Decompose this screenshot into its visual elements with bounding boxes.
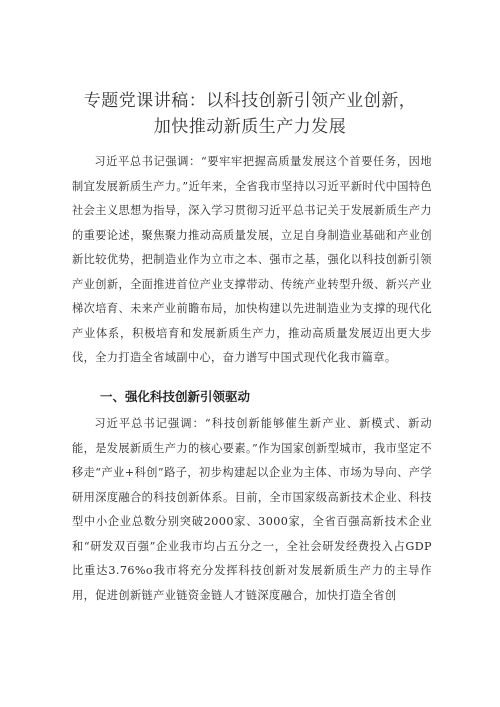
document-title-line-2: 加快推动新质生产力发展 [153,117,347,137]
intro-paragraph: 习近平总书记强调：“要牢牢把握高质量发展这个首要任务，因地制宜发展新质生产力。”近年来，全省我市坚持以习近平新时代中国特色社会主义思想为指导，深入学习贯彻习近平总书记关于发展新质生产力的重要论述，聚焦聚力推动高质量发展，立足自身制造业基础和产业创新比较优势，把制造业作为立市之本、强市之基，强化以科技创新引领产业创新，全面推进首位产业支撑带动、传统产业转型升级、新兴产业梯次培育、未来产业前瞻布局，加快构建以先进制造业为支撑的现代化产业体系，积极培育和发展新质生产力，推动高质量发展迈出更大步伐，全力打造全省域副中心，奋力谱写中国式现代化我市篇章。 [72,155,432,364]
document-title-line-1: 专题党课讲稿：以科技创新引领产业创新， [83,91,417,111]
section-heading-1: 一、强化科技创新引领驱动 [100,389,251,404]
section-1-paragraph: 习近平总书记强调：“科技创新能够催生新产业、新模式、新动能，是发展新质生产力的核心要素。”作为国家创新型城市，我市坚定不移走“产业+科创”路子，初步构建起以企业为主体、市场为导向、产学研用深度融合的科技创新体系。目前，全市国家级高新技术企业、科技型中小企业总数分别突破2000家、3000家，全省百强高新技术企业和“研发双百强”企业我市均占五分之一，全社会研发经费投入占GDP比重达3.76%o我市将充分发挥科技创新对发展新质生产力的主导作用，促进创新链产业链资金链人才链深度融合，加快打造全省创 [72,417,432,602]
